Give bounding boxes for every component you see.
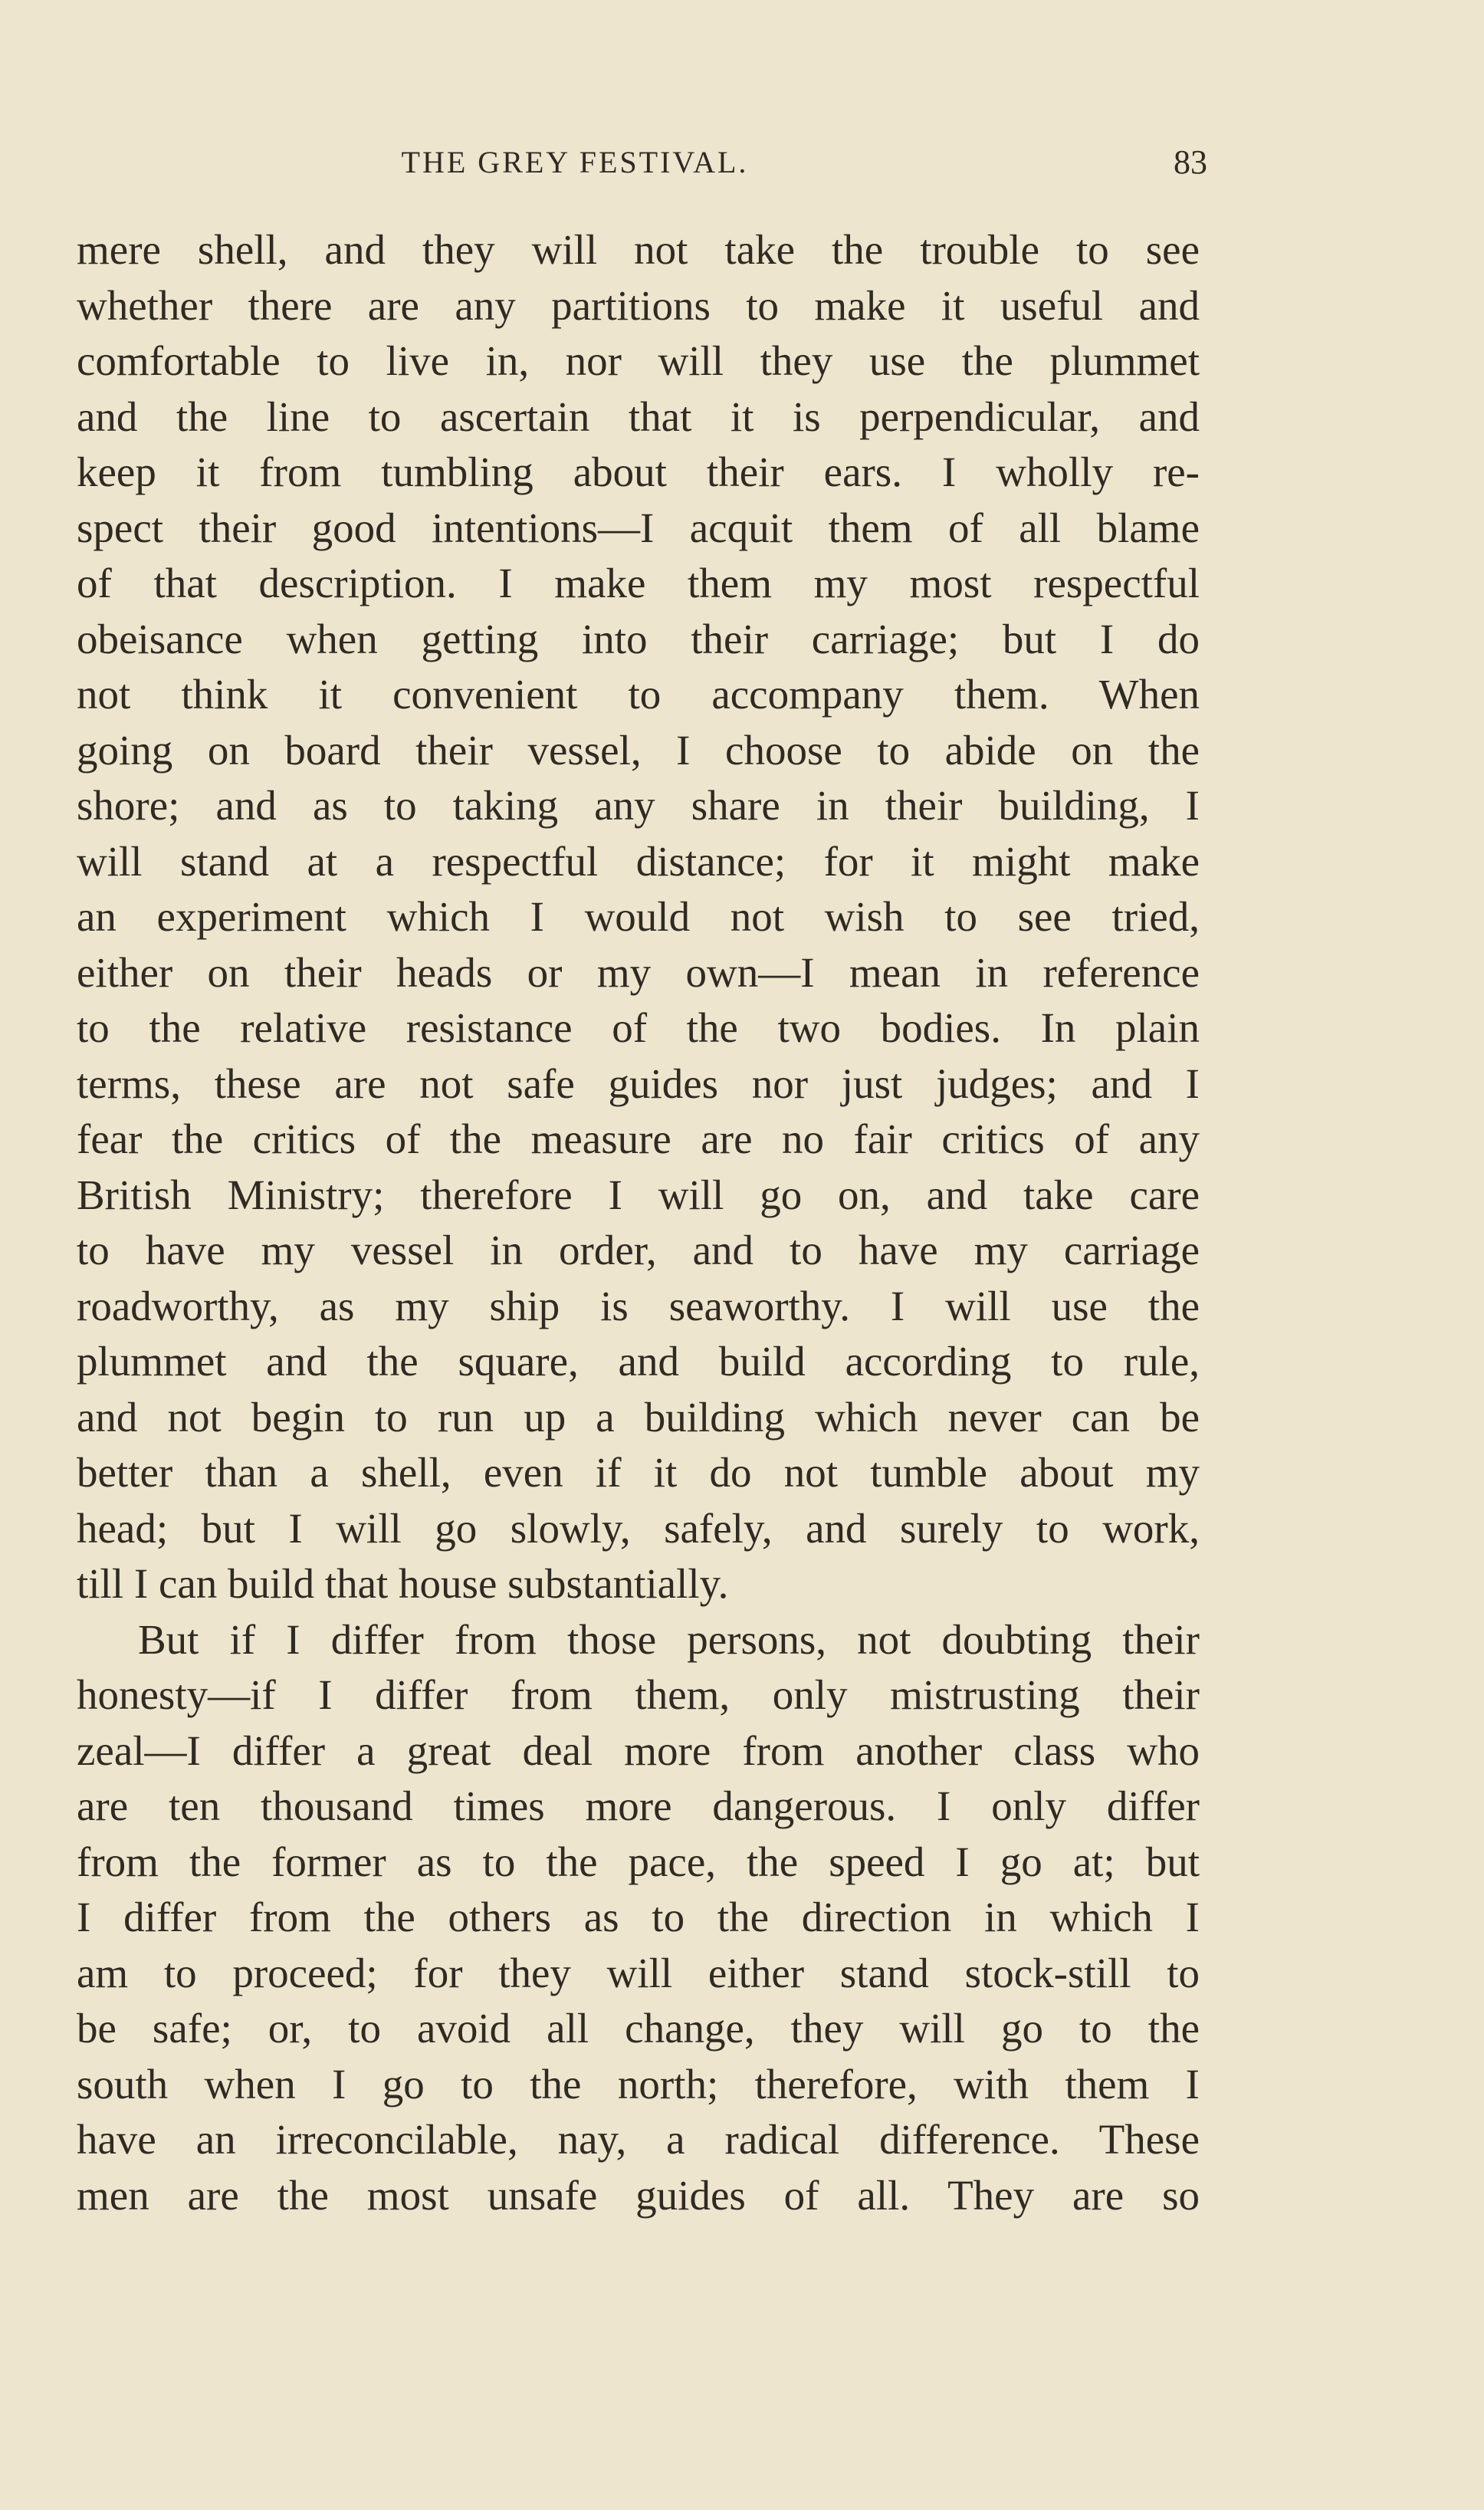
text-line: to the relative resistance of the two bodies. In plain — [77, 1004, 1200, 1051]
text-line: not think it convenient to accompany them. When — [77, 671, 1200, 718]
text-line: whether there are any partitions to make it useful and — [77, 281, 1200, 329]
text-line: have an irreconcilable, nay, a radical difference. These — [77, 2116, 1200, 2163]
text-line: south when I go to the north; therefore, with them I — [77, 2060, 1200, 2108]
text-line: of that description. I make them my most respectful — [77, 560, 1200, 606]
text-line: keep it from tumbling about their ears. I wholly re- — [77, 448, 1200, 495]
text-line: and not begin to run up a building which never can be — [77, 1393, 1200, 1441]
text-line: an experiment which I would not wish to see tried, — [77, 893, 1200, 940]
text-line: better than a shell, even if it do not tumble about my — [77, 1449, 1200, 1496]
text-line: spect their good intentions—I acquit them of all blame — [77, 504, 1200, 551]
page-number: 83 — [1174, 143, 1207, 181]
text-line: from the former as to the pace, the speed I go at; but — [77, 1838, 1200, 1885]
text-line: am to proceed; for they will either stand stock-still to — [77, 1949, 1200, 1996]
text-line: men are the most unsafe guides of all. They are so — [77, 2171, 1200, 2219]
text-line: going on board their vessel, I choose to abide on the — [77, 726, 1200, 774]
text-line: are ten thousand times more dangerous. I only differ — [77, 1782, 1200, 1829]
text-line: to have my vessel in order, and to have my carriage — [77, 1227, 1200, 1273]
text-line: shore; and as to taking any share in their building, I — [77, 782, 1200, 829]
body-text — [77, 222, 1200, 2223]
text-line: will stand at a respectful distance; for it might make — [77, 837, 1200, 885]
page-header — [77, 136, 1207, 190]
text-line: and the line to ascertain that it is perpendicular, and — [77, 393, 1200, 440]
text-line: plummet and the square, and build according to rule, — [77, 1338, 1200, 1385]
paragraph-end-line: till I can build that house substantially. — [77, 1560, 729, 1607]
text-line: honesty—if I differ from them, only mistrusting their — [77, 1671, 1200, 1718]
text-line: be safe; or, to avoid all change, they will go to the — [77, 2005, 1200, 2052]
text-line: zeal—I differ a great deal more from another class who — [77, 1726, 1200, 1774]
text-line: head; but I will go slowly, safely, and surely to work, — [77, 1504, 1200, 1552]
text-line: roadworthy, as my ship is seaworthy. I will use the — [77, 1282, 1200, 1329]
text-line: terms, these are not safe guides nor just judges; and I — [77, 1060, 1200, 1107]
paragraph-start-line: But if I differ from those persons, not doubting their — [138, 1615, 1200, 1663]
text-line: obeisance when getting into their carriage; but I do — [77, 615, 1200, 662]
text-line: either on their heads or my own—I mean in reference — [77, 948, 1200, 996]
running-head: THE GREY FESTIVAL. — [401, 145, 749, 179]
text-line: I differ from the others as to the direction in which I — [77, 1894, 1200, 1940]
text-line: mere shell, and they will not take the trouble to see — [77, 226, 1200, 273]
text-line: fear the critics of the measure are no fair critics of any — [77, 1115, 1200, 1162]
text-line: British Ministry; therefore I will go on, and take care — [77, 1171, 1200, 1218]
text-line: comfortable to live in, nor will they use the plummet — [77, 337, 1200, 384]
